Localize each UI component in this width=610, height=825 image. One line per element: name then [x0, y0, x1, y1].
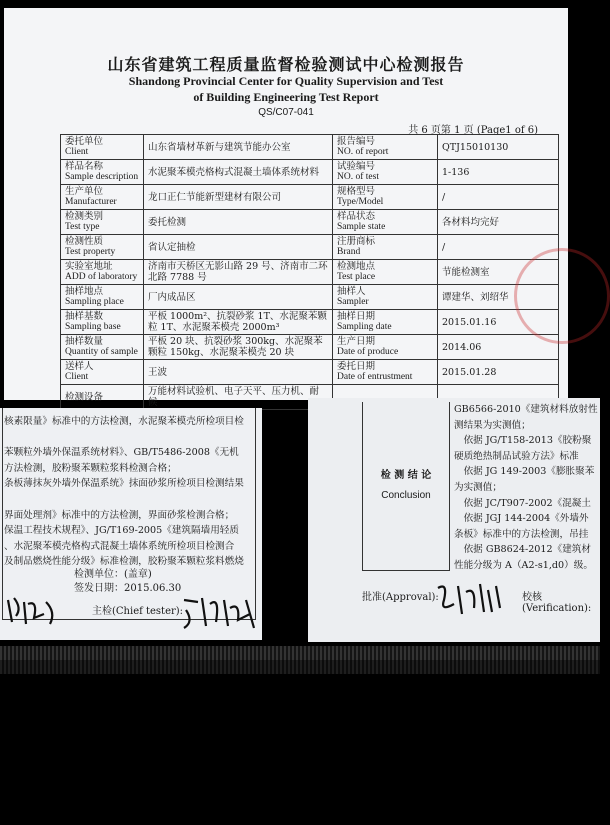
row-label: 检测性质 Test property	[61, 235, 144, 260]
text-line: 保温工程技术规程》、JG/T169-2005《建筑隔墙用轻质	[4, 525, 239, 537]
row-value: 万能材料试验机、电子天平、压力机、耐候	[144, 385, 333, 410]
row-value-right: /	[438, 235, 559, 260]
row-label: 实验室地址 ADD of laboratory	[61, 260, 144, 285]
table-row	[61, 285, 559, 310]
text-line: 依据 JG/T158-2013《胶粉聚	[454, 435, 592, 447]
text-line: 测结果为实测值；	[454, 419, 531, 431]
row-label: 送样人 Client	[61, 360, 144, 385]
row-label: 抽样地点 Sampling place	[61, 285, 144, 310]
title-en-line2: of Building Engineering Test Report	[193, 90, 379, 104]
row-label-right: 注册商标 Brand	[333, 235, 438, 260]
row-value: 济南市天桥区无影山路 29 号、济南市二环北路 7788 号	[144, 260, 333, 285]
text-line: 依据 JGJ 144-2004《外墙外	[454, 513, 589, 525]
row-label-right: 抽样人 Sampler	[333, 285, 438, 310]
row-value: 平板 1000m²、抗裂砂浆 1T、水泥聚苯颗粒 1T、水泥聚苯模壳 2000m³	[144, 310, 333, 335]
table-row	[61, 135, 559, 160]
conclusion-en: Conclusion	[381, 490, 431, 501]
title-en-line1: Shandong Provincial Center for Quality Supervision and Test	[128, 74, 444, 88]
table-row	[61, 310, 559, 335]
table-row	[61, 360, 559, 385]
row-value-right: 2014.06	[438, 335, 559, 360]
row-value: 省认定抽检	[144, 235, 333, 260]
text-line: 方法检测，胶粉聚苯颗粒浆料检测合格；	[4, 462, 177, 474]
text-line: 及制品燃烧性能分级》标准检测，胶粉聚苯颗粒浆料燃烧	[4, 556, 244, 568]
page-counter: 共 6 页第 1 页 (Page1 of 6)	[408, 125, 538, 136]
row-label: 委托单位 Client	[61, 135, 144, 160]
row-value: 平板 20 块、抗裂砂浆 300kg、水泥聚苯颗粒 150kg、水泥聚苯模壳 20 块	[144, 335, 333, 360]
test-unit-label: 检测单位：(盖章)	[74, 569, 152, 580]
text-line: 依据 JC/T907-2002《混凝土	[454, 497, 591, 509]
row-label: 样品名称 Sample description	[61, 160, 144, 185]
report-page-fragment-right	[308, 398, 600, 642]
conclusion-cell	[362, 402, 450, 571]
test-unit-stamp	[74, 568, 181, 596]
table-row	[61, 260, 559, 285]
row-label: 检测设备	[61, 385, 144, 410]
row-label-right: 试验编号 NO. of test	[333, 160, 438, 185]
row-value-right: 节能检测室	[438, 260, 559, 285]
row-value: 委托检测	[144, 210, 333, 235]
text-line: 依据 GB8624-2012《建筑材	[454, 544, 591, 556]
table-border-left	[2, 408, 3, 620]
info-table	[60, 134, 559, 410]
text-line: 依据 JG 149-2003《膨胀聚苯	[454, 466, 595, 478]
text-line: 性能分级为 A（A2-s1,d0）级。	[454, 559, 593, 571]
text-line: 、水泥聚苯模壳格构式混凝土墙体系统所检项目检测合	[4, 540, 235, 552]
text-line: GB6566-2010《建筑材料放射性	[454, 404, 598, 415]
text-line: 条板》标准中的方法检测，吊挂	[454, 528, 589, 540]
row-label-right: 抽样日期 Sampling date	[333, 310, 438, 335]
text-line: 核素限量》标准中的方法检测，水泥聚苯模壳所检项目检	[4, 416, 244, 427]
row-value: 厂内成品区	[144, 285, 333, 310]
title-cn: 山东省建筑工程质量监督检验测试中心检测报告	[107, 55, 465, 74]
row-value-right: /	[438, 185, 559, 210]
row-value-right: 2015.01.28	[438, 360, 559, 385]
row-value-right: 谭建华、刘绍华	[438, 285, 559, 310]
signature-left-icon	[4, 594, 64, 628]
table-row	[61, 185, 559, 210]
row-value-right: 各材料均完好	[438, 210, 559, 235]
row-label: 检测类别 Test type	[61, 210, 144, 235]
result-text-right	[454, 402, 600, 574]
row-label: 抽样基数 Sampling base	[61, 310, 144, 335]
signature-approval-icon	[434, 578, 514, 618]
verification-label: 校核(Verification):	[522, 592, 592, 614]
row-label-right: 委托日期 Date of entrustment	[333, 360, 438, 385]
text-line: 为实测值；	[454, 481, 502, 493]
table-row	[61, 160, 559, 185]
row-value: 山东省墙材革新与建筑节能办公室	[144, 135, 333, 160]
report-page-fragment-left	[0, 408, 262, 640]
row-value-right: QTJ15010130	[438, 135, 559, 160]
row-value: 龙口正仁节能新型建材有限公司	[144, 185, 333, 210]
text-line: 苯颗粒外墙外保温系统材料》、GB/T5486-2008《无机	[4, 447, 239, 459]
table-row	[61, 235, 559, 260]
row-label: 生产单位 Manufacturer	[61, 185, 144, 210]
approval-label: 批准(Approval):	[362, 592, 439, 603]
chief-tester-label: 主检(Chief tester):	[92, 606, 184, 617]
text-line	[4, 492, 258, 508]
table-row	[61, 210, 559, 235]
row-value-right: 2015.01.16	[438, 310, 559, 335]
table-row	[61, 335, 559, 360]
row-value: 水泥聚苯模壳格构式混凝土墙体系统材料	[144, 160, 333, 185]
row-label-right: 检测地点 Test place	[333, 260, 438, 285]
scan-noise-strip	[0, 660, 600, 674]
text-line: 硬质绝热制品试验方法》标准	[454, 450, 579, 462]
text-line: 界面处理剂》标准中的方法检测，界面砂浆检测合格；	[4, 509, 235, 521]
text-line	[4, 430, 258, 446]
row-label-right: 报告编号 NO. of report	[333, 135, 438, 160]
report-page-1	[4, 8, 568, 408]
scan-noise-strip	[0, 646, 600, 660]
row-label-right: 样品状态 Sample state	[333, 210, 438, 235]
form-code: QS/C07-041	[258, 107, 314, 118]
row-value-right: 1-136	[438, 160, 559, 185]
row-value: 王波	[144, 360, 333, 385]
conclusion-cn: 检 测 结 论	[380, 470, 432, 481]
issue-date: 签发日期：2015.06.30	[74, 583, 182, 594]
row-label: 抽样数量 Quantity of sample	[61, 335, 144, 360]
red-seal-icon	[514, 248, 610, 344]
signature-chief-icon	[180, 592, 260, 632]
text-line: 条板薄抹灰外墙外保温系统》抹面砂浆所检项目检测结果	[4, 478, 244, 490]
result-text-left	[4, 414, 258, 570]
row-label-right: 规格型号 Type/Model	[333, 185, 438, 210]
row-label-right: 生产日期 Date of produce	[333, 335, 438, 360]
